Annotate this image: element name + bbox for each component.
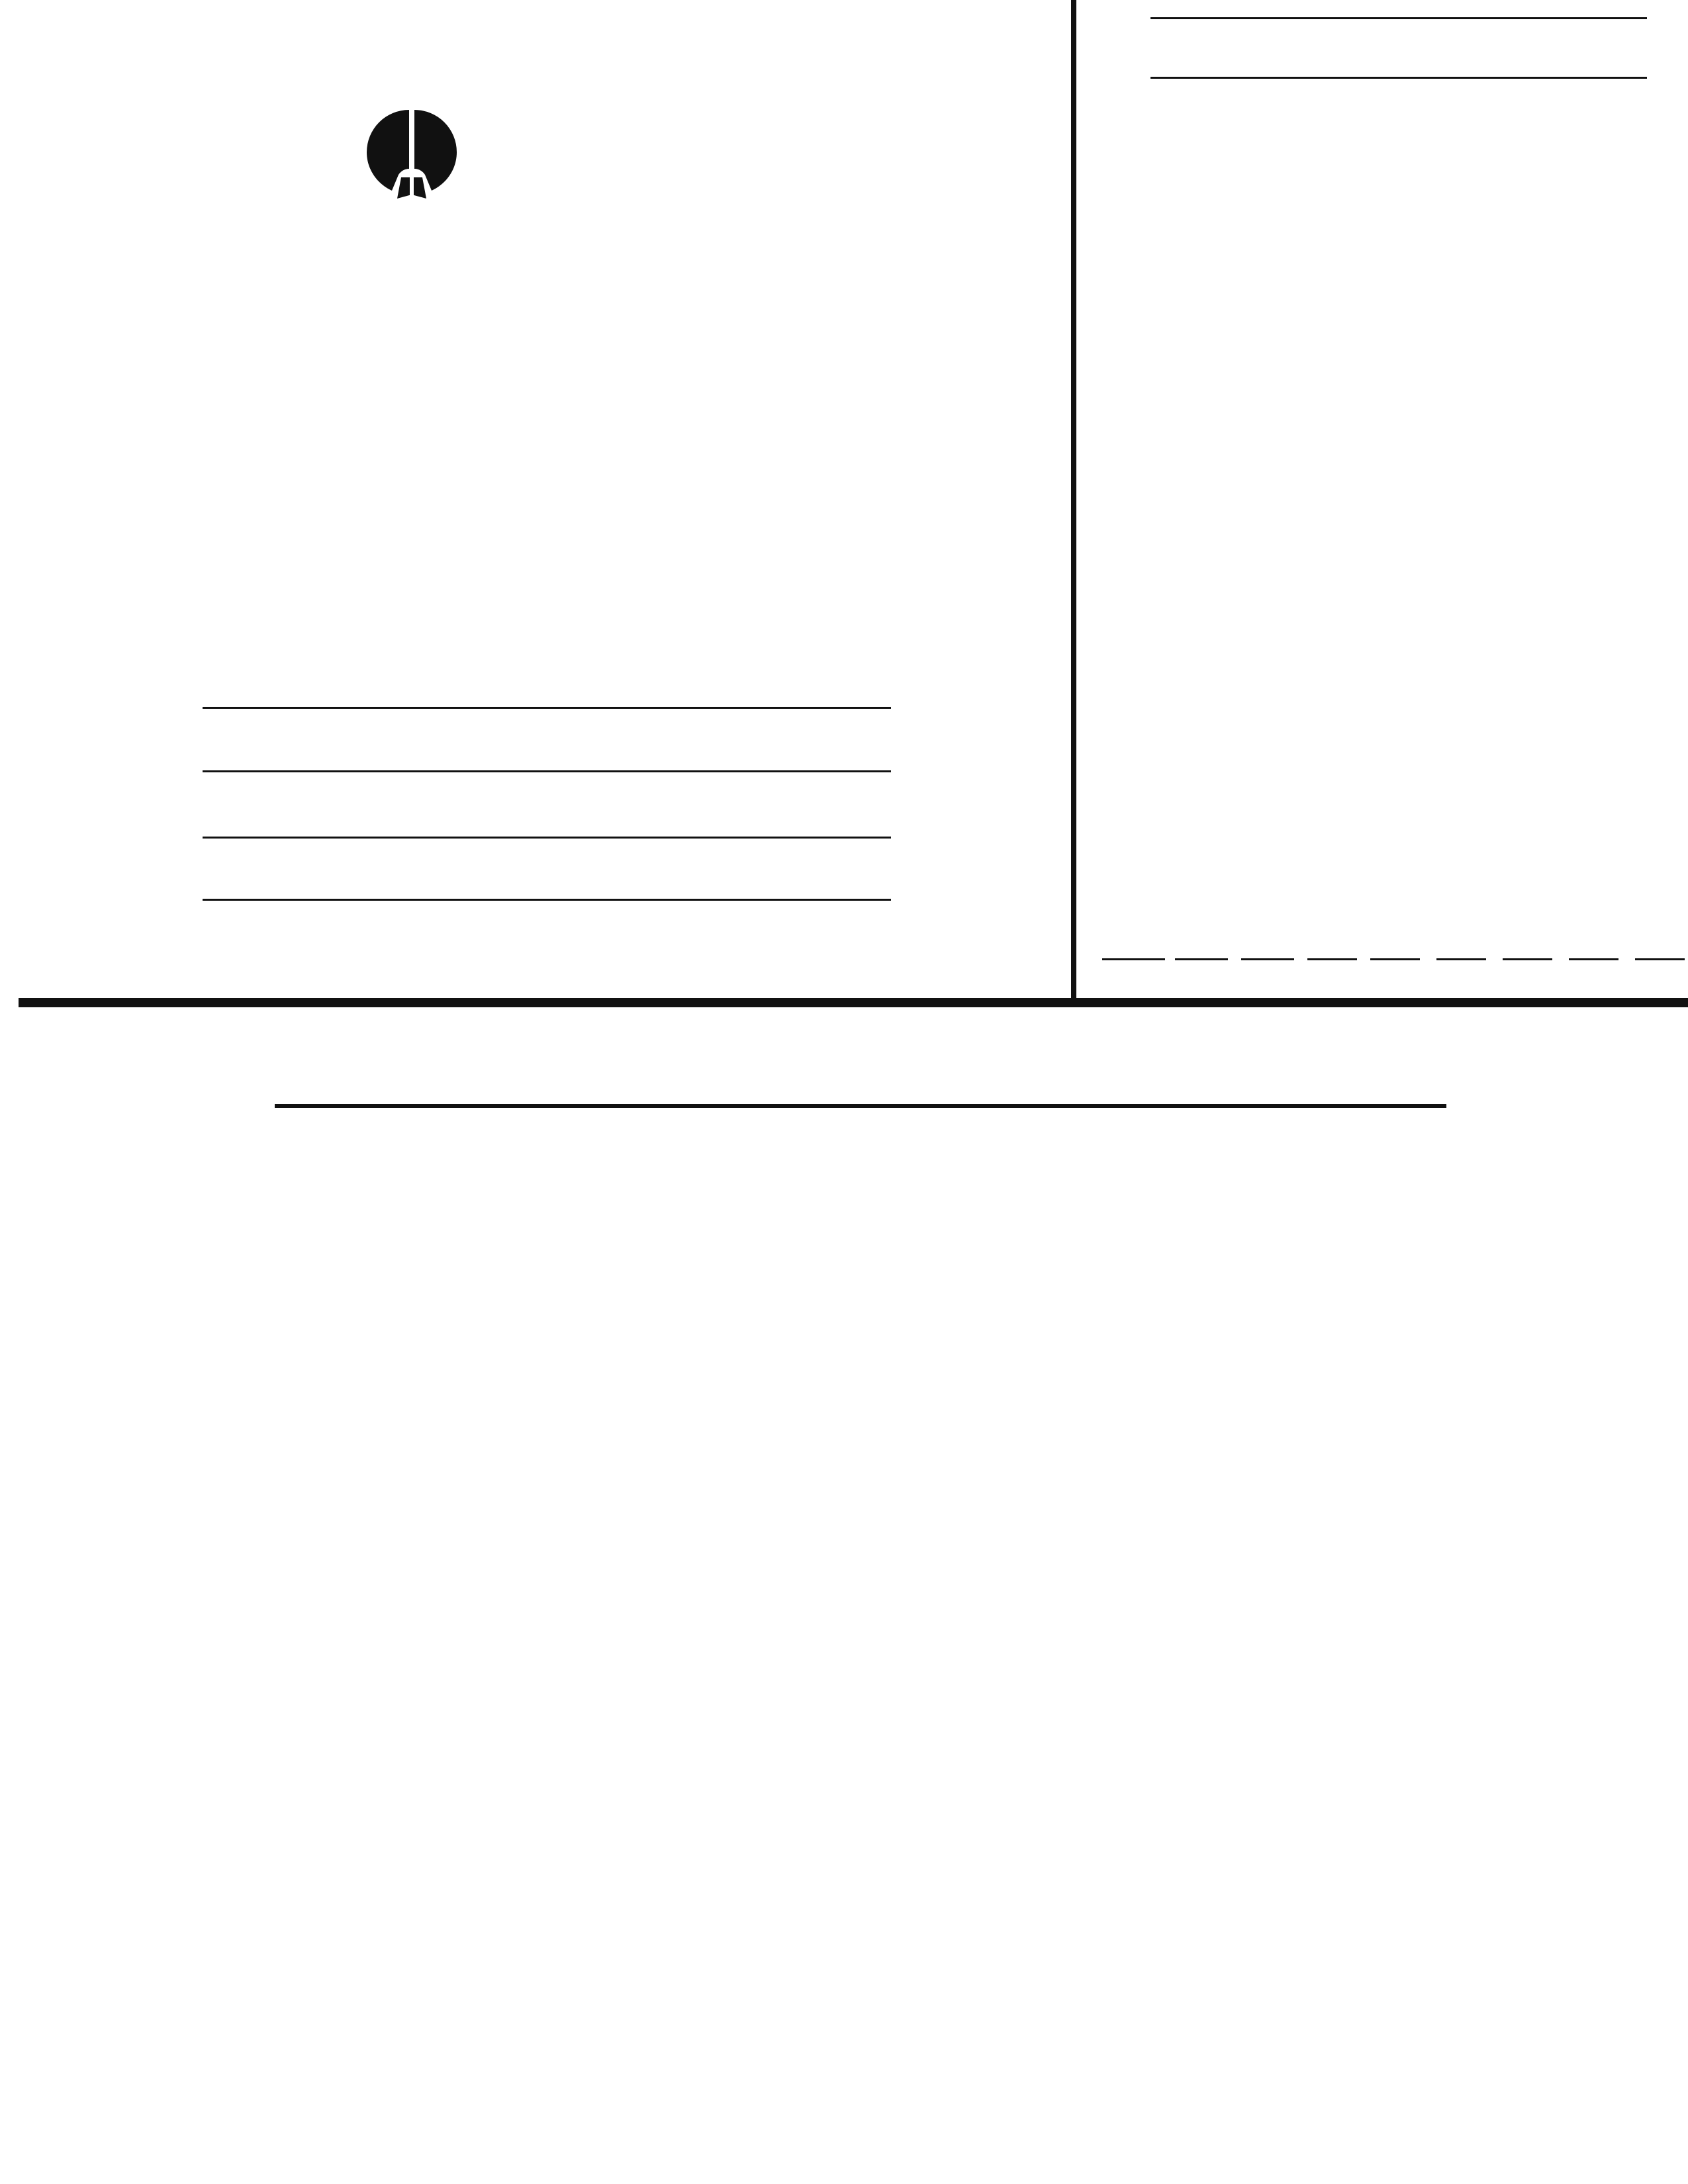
key-events-title-rule [1150, 77, 1647, 79]
section-divider [19, 998, 1688, 1007]
cut-line-dash [1307, 958, 1357, 960]
rocketdyne-logo-icon [357, 106, 463, 205]
cut-line-dash [1436, 958, 1486, 960]
crew-divider [203, 770, 891, 772]
crew-divider [203, 707, 891, 709]
header-rule [275, 1104, 1446, 1108]
key-events-title-rule [1150, 17, 1647, 19]
cut-line-dash [1503, 958, 1552, 960]
cut-line-dash [1175, 958, 1228, 960]
cut-line-dash [1241, 958, 1294, 960]
cut-line-dash [1635, 958, 1685, 960]
cut-line-dash [1370, 958, 1420, 960]
cut-line-dash [1569, 958, 1618, 960]
rocketdyne-logo [357, 106, 768, 205]
crew-divider [203, 899, 891, 901]
crew-divider [203, 837, 891, 839]
key-events-border [1071, 0, 1076, 999]
cut-line-dash [1102, 958, 1165, 960]
